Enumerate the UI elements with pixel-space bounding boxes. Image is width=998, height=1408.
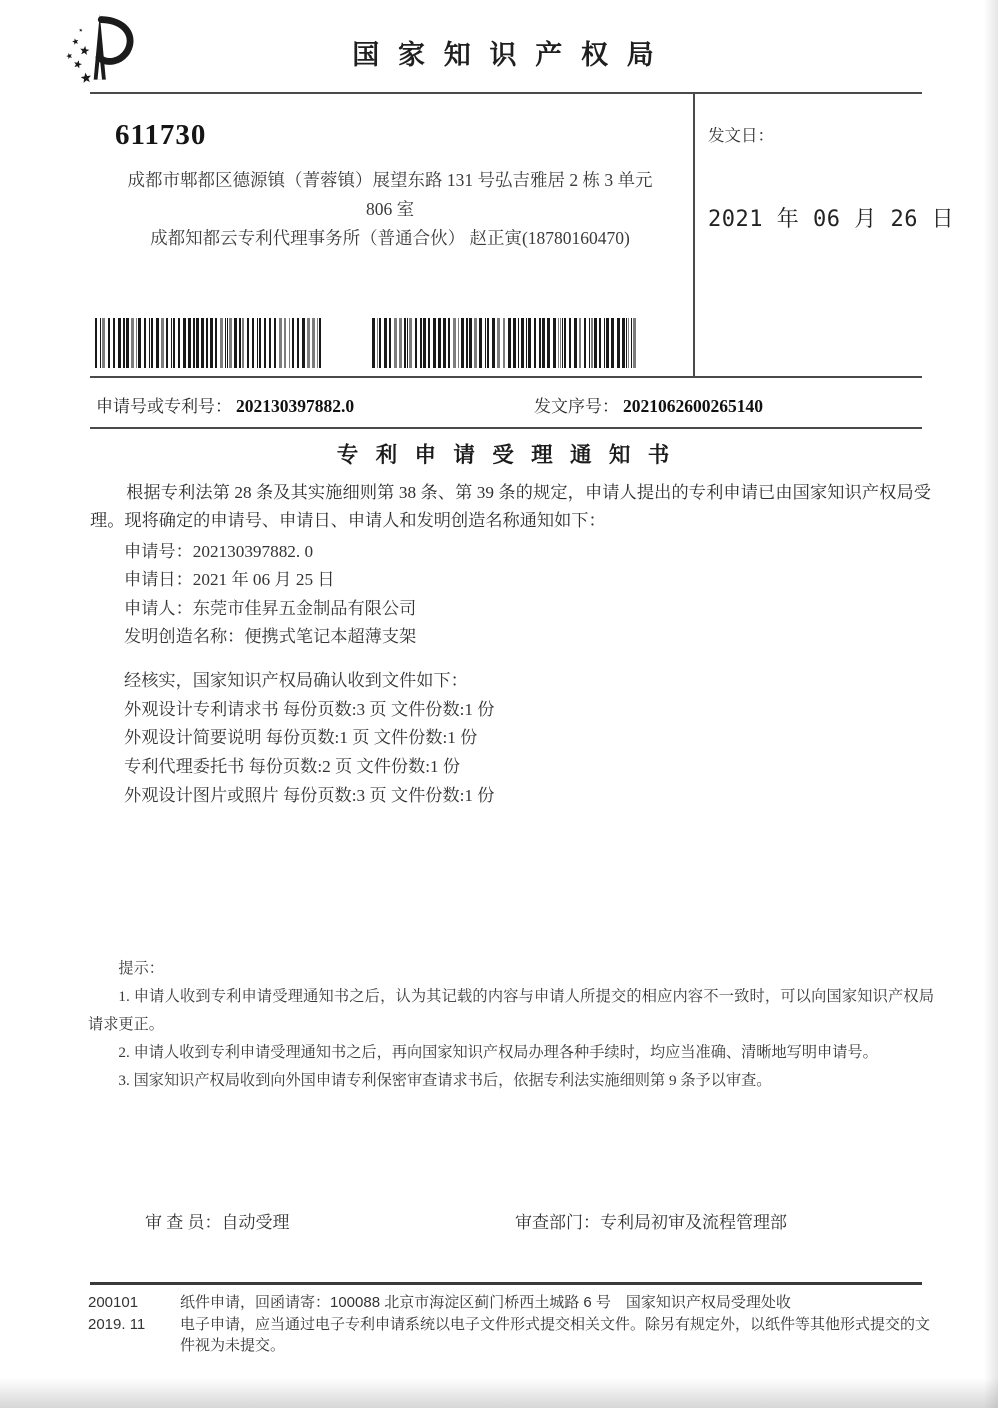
received-document-item: 外观设计简要说明 每份页数:1 页 文件份数:1 份 xyxy=(124,728,478,748)
application-number-field xyxy=(96,392,354,417)
tips-item-1: 1. 申请人收到专利申请受理通知书之后，认为其记载的内容与申请人所提交的相应内容不一致时，可以向国家知识产权局请求更正。 xyxy=(88,988,934,1033)
application-number-value: 202130397882.0 xyxy=(236,396,355,416)
barcode-serial xyxy=(372,318,640,368)
recipient-address-line1: 成都市郫都区德源镇（菁蓉镇）展望东路 131 号弘吉雅居 2 栋 3 单元 xyxy=(127,170,653,190)
application-number-label: 申请号或专利号： xyxy=(96,397,232,416)
scan-shade-bottom xyxy=(0,1378,998,1408)
issue-date-box xyxy=(708,122,955,233)
field-application-number: 申请号：202130397882. 0 xyxy=(124,542,314,561)
field-invention-title: 发明创造名称：便携式笔记本超薄支架 xyxy=(124,627,417,647)
barcode-divider xyxy=(90,376,922,378)
field-application-date: 申请日：2021 年 06 月 25 日 xyxy=(124,570,335,590)
field-applicant: 申请人：东莞市佳昇五金制品有限公司 xyxy=(124,598,417,618)
footer-instructions xyxy=(180,1292,932,1357)
tips-section xyxy=(88,955,934,1095)
serial-number-value: 2021062600265140 xyxy=(623,396,763,416)
numbers-divider xyxy=(90,427,922,429)
examiner-label: 审 查 员： xyxy=(145,1213,222,1232)
barcode-application xyxy=(95,318,325,368)
form-date: 2019. 11 xyxy=(88,1316,146,1333)
datebox-divider xyxy=(693,92,695,378)
issue-date-label: 发文日： xyxy=(708,126,774,145)
examiner-value: 自动受理 xyxy=(221,1213,290,1232)
tips-item-3: 3. 国家知识产权局收到向外国申请专利保密审查请求书后，依据专利法实施细则第 9 条予以审查。 xyxy=(118,1072,772,1089)
received-intro: 经核实，国家知识产权局确认收到文件如下： xyxy=(124,671,468,690)
received-document-item: 专利代理委托书 每份页数:2 页 文件份数:1 份 xyxy=(124,757,461,777)
form-codes xyxy=(88,1292,145,1336)
examiner-field xyxy=(145,1208,290,1233)
issue-date-value: 2021 年 06 月 26 日 xyxy=(708,207,955,232)
department-label: 审查部门： xyxy=(515,1213,600,1232)
scan-shade-right xyxy=(984,0,998,1408)
recipient-block xyxy=(95,120,685,253)
department-value: 专利局初审及流程管理部 xyxy=(600,1213,787,1232)
received-document-item: 外观设计专利请求书 每份页数:3 页 文件份数:1 份 xyxy=(124,699,495,719)
notice-fields xyxy=(124,538,416,652)
serial-number-label: 发文序号： xyxy=(534,397,619,416)
received-document-item: 外观设计图片或照片 每份页数:3 页 文件份数:1 份 xyxy=(124,785,495,805)
tips-title: 提示： xyxy=(118,960,164,977)
notice-intro: 根据专利法第 28 条及其实施细则第 38 条、第 39 条的规定，申请人提出的专利申请已由国家知识产权局受理。现将确定的申请号、申请日、申请人和发明创造名称通知如下： xyxy=(90,483,931,530)
notice-title: 专 利 申 请 受 理 通 知 书 xyxy=(336,443,676,467)
agency-title: 国 家 知 识 产 权 局 xyxy=(352,40,660,70)
recipient-address-line2: 806 室 xyxy=(365,199,415,219)
tips-item-2: 2. 申请人收到专利申请受理通知书之后，再向国家知识产权局办理各种手续时，均应当准确、清晰地写明申请号。 xyxy=(118,1044,878,1061)
footer-paper-instruction: 纸件申请，回函请寄：100088 北京市海淀区蓟门桥西土城路 6 号 国家知识产权局受理处收 xyxy=(180,1294,791,1311)
footer-electronic-instruction: 电子申请，应当通过电子专利申请系统以电子文件形式提交相关文件。除另有规定外，以纸件等其他形式提交的文件视为未提交。 xyxy=(180,1315,931,1354)
serial-number-field xyxy=(534,392,763,417)
postal-code: 611730 xyxy=(115,119,207,151)
footer-divider xyxy=(90,1282,922,1285)
received-documents xyxy=(124,667,495,811)
recipient-agent-line: 成都知都云专利代理事务所（普通合伙） 赵正寅(18780160470) xyxy=(150,228,630,248)
department-field xyxy=(515,1208,787,1233)
form-code: 200101 xyxy=(88,1294,139,1311)
header-divider xyxy=(90,92,922,94)
